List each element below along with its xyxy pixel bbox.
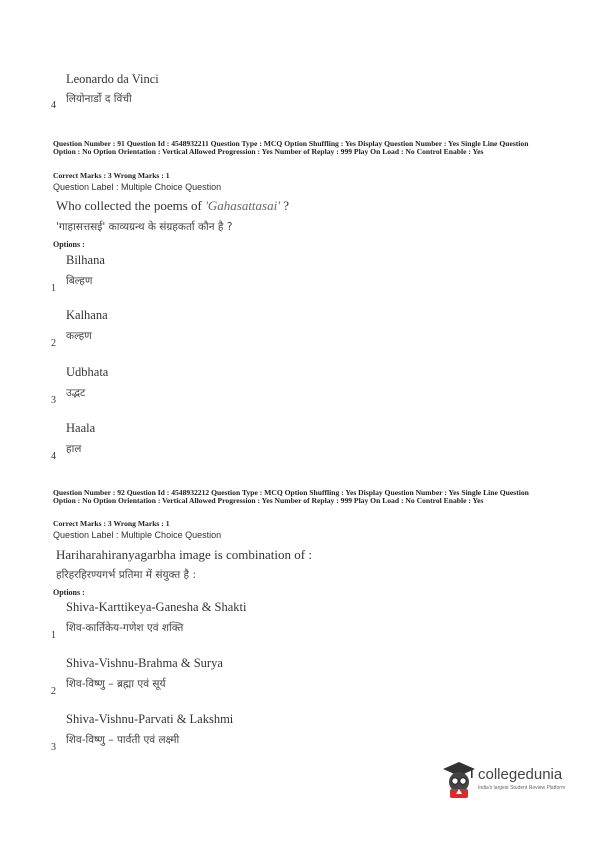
q91-option-2-en[interactable]: Kalhana bbox=[66, 308, 108, 322]
q92-option-2-number: 2 bbox=[51, 686, 56, 697]
q91-question-en: Who collected the poems of 'Gahasattasai' ? bbox=[56, 198, 290, 213]
q92-option-3-hi[interactable]: शिव-विष्णु – पार्वती एवं लक्ष्मी bbox=[66, 734, 180, 746]
q91-marks: Correct Marks : 3 Wrong Marks : 1 bbox=[53, 171, 170, 180]
q92-option-3-en[interactable]: Shiva-Vishnu-Parvati & Lakshmi bbox=[66, 712, 234, 726]
q92-options-label: Options : bbox=[53, 588, 85, 597]
q92-option-1-hi[interactable]: शिव-कार्तिकेय-गणेश एवं शक्ति bbox=[66, 622, 184, 634]
q91-meta: Question Number : 91 Question Id : 4548932211 Question Type : MCQ Option Shuffling : Yes Display Question Number : Yes Single Line Question Option : No Option Orientation : Vertical Allowed Progression : Yes Number of Replay : 999 Play On Load : No Control Enable : Yes bbox=[53, 139, 529, 157]
q92-option-2-hi[interactable]: शिव-विष्णु – ब्रह्मा एवं सूर्य bbox=[66, 678, 166, 690]
q91-options-label: Options : bbox=[53, 240, 85, 249]
q91-option-1-en[interactable]: Bilhana bbox=[66, 253, 105, 267]
watermark-subtitle: India's largest Student Review Platform bbox=[478, 785, 566, 791]
q91-label: Question Label : Multiple Choice Question bbox=[53, 182, 222, 192]
q91-option-1-hi[interactable]: बिल्हण bbox=[66, 275, 93, 287]
q92-marks: Correct Marks : 3 Wrong Marks : 1 bbox=[53, 519, 170, 528]
prev-option-4-en: Leonardo da Vinci bbox=[66, 72, 159, 86]
prev-option-4-number: 4 bbox=[51, 100, 56, 111]
prev-option-4-hi: लियोनार्डो द विंची bbox=[66, 93, 132, 105]
q91-option-3-number: 3 bbox=[51, 395, 56, 406]
q92-label: Question Label : Multiple Choice Question bbox=[53, 530, 222, 540]
q91-option-1-number: 1 bbox=[51, 283, 56, 294]
q91-option-2-number: 2 bbox=[51, 338, 56, 349]
q91-option-4-hi[interactable]: हाल bbox=[66, 443, 82, 455]
q91-option-2-hi[interactable]: कल्हण bbox=[66, 330, 92, 342]
q92-option-2-en[interactable]: Shiva-Vishnu-Brahma & Surya bbox=[66, 656, 223, 670]
q91-option-4-en[interactable]: Haala bbox=[66, 421, 96, 435]
q92-question-en: Hariharahiranyagarbha image is combination of : bbox=[56, 547, 312, 562]
q91-option-3-hi[interactable]: उद्भट bbox=[66, 387, 86, 399]
q92-option-1-number: 1 bbox=[51, 630, 56, 641]
q91-question-hi: 'गाहासत्तसई' काव्यग्रन्थ के संग्रहकर्ता कौन है ? bbox=[56, 221, 233, 233]
q92-question-hi: हरिहरहिरण्यगर्भ प्रतिमा में संयुक्त है : bbox=[56, 569, 196, 581]
q91-option-4-number: 4 bbox=[51, 451, 56, 462]
q92-option-1-en[interactable]: Shiva-Karttikeya-Ganesha & Shakti bbox=[66, 600, 247, 614]
q91-option-3-en[interactable]: Udbhata bbox=[66, 365, 109, 379]
watermark-title: collegedunia bbox=[478, 766, 563, 783]
q92-option-3-number: 3 bbox=[51, 742, 56, 753]
graduate-mascot-icon bbox=[441, 760, 477, 800]
q92-meta: Question Number : 92 Question Id : 4548932212 Question Type : MCQ Option Shuffling : Yes Display Question Number : Yes Single Line Question Option : No Option Orientation : Vertical Allowed Progression : Yes Number of Replay : 999 Play On Load : No Control Enable : Yes bbox=[53, 488, 529, 506]
